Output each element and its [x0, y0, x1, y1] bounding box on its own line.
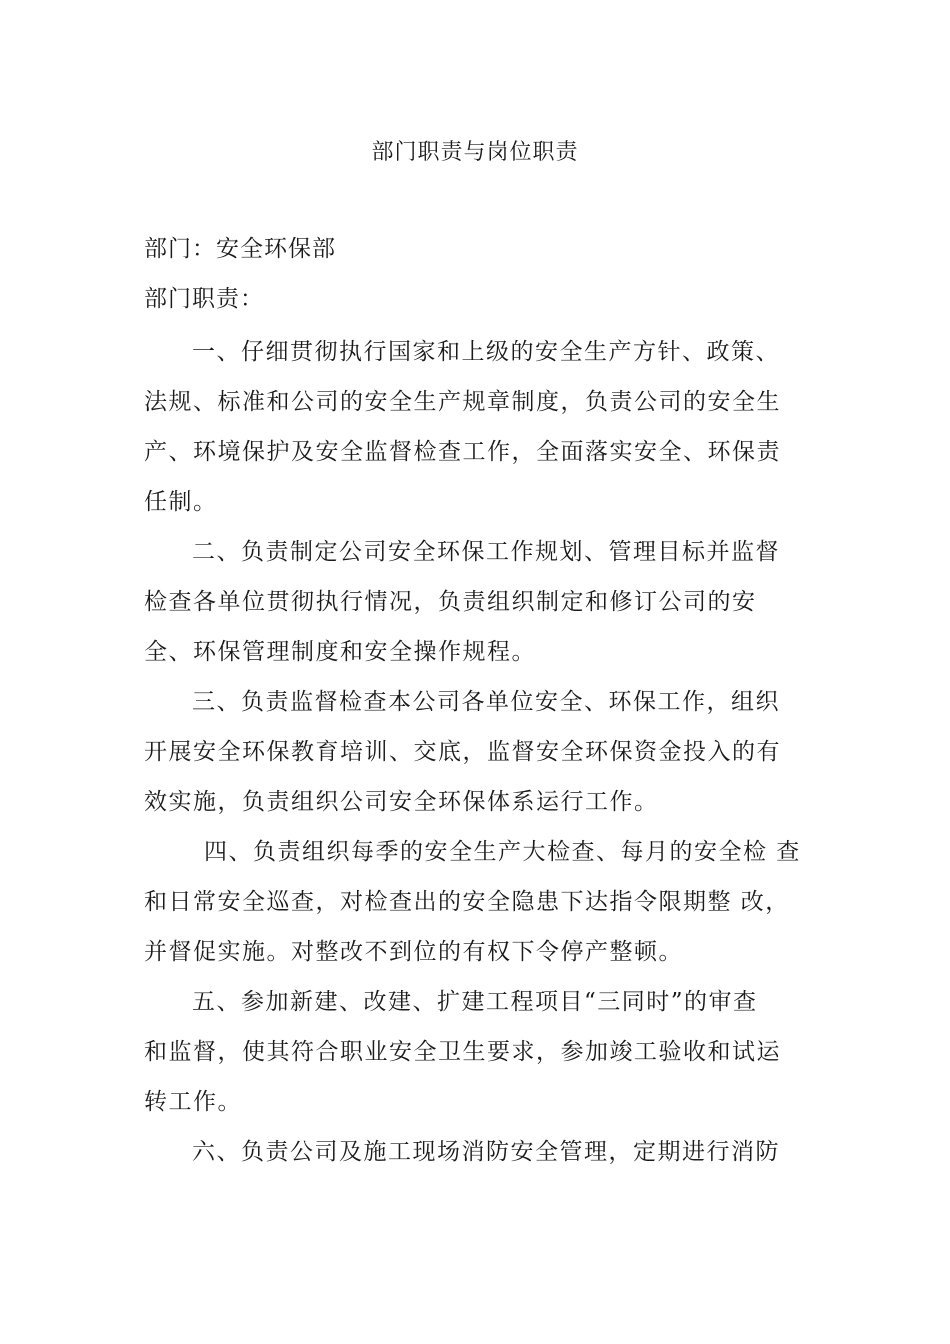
paragraph-line: 转工作。 [144, 1089, 242, 1115]
paragraph-line: 全、环保管理制度和安全操作规程。 [144, 639, 536, 665]
paragraph-6 [144, 1127, 809, 1177]
paragraph-4 [144, 827, 809, 977]
page-title: 部门职责与岗位职责 [371, 140, 579, 165]
paragraph-line: 六、负责公司及施工现场消防安全管理，定期进行消防 [192, 1139, 780, 1165]
paragraph-line: 和日常安全巡查，对检查出的安全隐患下达指令限期整 改， [144, 889, 790, 915]
paragraph-line: 产、环境保护及安全监督检查工作，全面落实安全、环保责 [144, 439, 781, 465]
paragraph-line: 开展安全环保教育培训、交底，监督安全环保资金投入的有 [144, 739, 781, 765]
paragraph-line: 二、负责制定公司安全环保工作规划、管理目标并监督 [192, 539, 780, 565]
paragraph-line: 三、负责监督检查本公司各单位安全、环保工作，组织 [192, 689, 780, 715]
paragraph-line: 效实施，负责组织公司安全环保体系运行工作。 [144, 789, 659, 815]
duties-heading: 部门职责： [144, 286, 264, 312]
paragraph-2 [144, 527, 809, 677]
paragraph-5 [144, 977, 809, 1127]
paragraph-line: 五、参加新建、改建、扩建工程项目“三同时”的审查 [192, 989, 758, 1015]
paragraph-line: 一、仔细贯彻执行国家和上级的安全生产方针、政策、 [192, 339, 780, 365]
paragraph-line: 任制。 [144, 489, 218, 515]
department-line: 部门：安全环保部 [144, 236, 336, 262]
paragraph-line: 法规、标准和公司的安全生产规章制度，负责公司的安全生 [144, 389, 781, 415]
paragraph-line: 四、负责组织每季的安全生产大检查、每月的安全检 查 [204, 839, 801, 865]
paragraph-line: 并督促实施。对整改不到位的有权下令停产整顿。 [144, 939, 683, 965]
paragraph-line: 和监督，使其符合职业安全卫生要求，参加竣工验收和试运 [144, 1039, 781, 1065]
paragraph-3 [144, 677, 809, 827]
paragraph-1 [144, 327, 809, 527]
paragraph-line: 检查各单位贯彻执行情况，负责组织制定和修订公司的安 [144, 589, 757, 615]
